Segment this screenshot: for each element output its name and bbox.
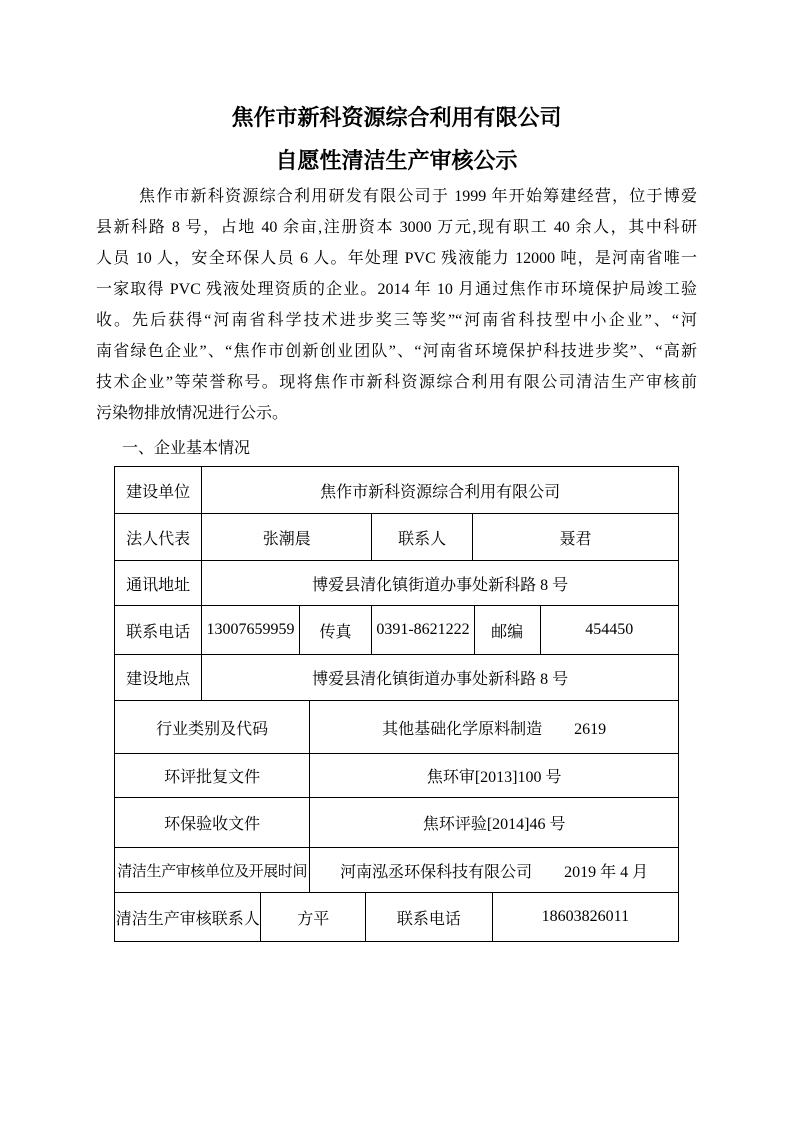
table-row — [115, 467, 678, 513]
paragraph-line: 焦作市新科资源综合利用研发有限公司于 1999 年开始筹建经营，位于博爱 — [139, 188, 697, 205]
table-cell-value: 焦环审[2013]100 号 — [426, 769, 562, 786]
table-cell-value: 博爱县清化镇街道办事处新科路 8 号 — [312, 576, 569, 594]
company-info-table — [114, 466, 679, 942]
table-cell-value: 454450 — [585, 621, 634, 638]
table-cell-value: 13007659959 — [202, 606, 299, 654]
table-row — [115, 654, 678, 700]
table-cell-value: 其他基础化学原料制造 2619 — [382, 720, 607, 738]
table-cell-label: 联系人 — [372, 514, 473, 560]
table-cell-value: 焦环评验[2014]46 号 — [422, 816, 566, 833]
table-cell-label: 清洁生产审核单位及开展时间 — [115, 848, 310, 892]
table-row — [115, 753, 678, 797]
table-cell-value: 18603826011 — [541, 908, 630, 925]
paragraph-line: 收。先后获得“河南省科学技术进步奖三等奖”“河南省科技型中小企业”、“河 — [96, 312, 697, 329]
table-cell-label: 清洁生产审核联系人 — [115, 893, 261, 941]
intro-paragraph — [96, 181, 697, 429]
doc-subtitle: 自愿性清洁生产审核公示 — [275, 148, 518, 173]
table-cell-value: 张潮晨 — [202, 514, 372, 560]
table-row — [115, 560, 678, 605]
table-cell-value: 聂君 — [559, 530, 592, 548]
table-cell-label: 联系电话 — [366, 893, 493, 941]
table-cell-value: 河南泓丞环保科技有限公司 2019 年 4 月 — [340, 863, 649, 881]
table-row — [115, 605, 678, 654]
table-cell-label: 传真 — [300, 606, 373, 654]
table-cell-label: 环保验收文件 — [115, 798, 310, 847]
table-cell-label: 法人代表 — [115, 514, 202, 560]
table-cell-value: 方平 — [261, 893, 366, 941]
table-cell-value: 博爱县清化镇街道办事处新科路 8 号 — [312, 671, 569, 688]
table-cell-label: 联系电话 — [115, 606, 202, 654]
table-cell-label: 环评批复文件 — [115, 754, 310, 797]
section-heading: 一、企业基本情况 — [122, 440, 251, 457]
table-row — [115, 700, 678, 753]
table-cell-value: 焦作市新科资源综合利用有限公司 — [320, 483, 561, 501]
table-cell-label: 通讯地址 — [115, 561, 202, 605]
table-row — [115, 797, 678, 847]
table-row — [115, 892, 678, 941]
paragraph-line: 人员 10 人，安全环保人员 6 人。年处理 PVC 残液能力 12000 吨，是河南省唯一 — [96, 250, 697, 267]
paragraph-line: 污染物排放情况进行公示。 — [96, 405, 289, 422]
doc-title: 焦作市新科资源综合利用有限公司 — [231, 105, 562, 130]
table-cell-value: 0391-8621222 — [372, 606, 474, 654]
table-cell-label: 建设地点 — [115, 655, 202, 700]
table-cell-label: 邮编 — [475, 606, 541, 654]
paragraph-line: 技术企业”等荣誉称号。现将焦作市新科资源综合利用有限公司清洁生产审核前 — [96, 374, 697, 391]
paragraph-line: 一家取得 PVC 残液处理资质的企业。2014 年 10 月通过焦作市环境保护局竣工验 — [96, 281, 697, 298]
table-cell-label: 建设单位 — [115, 467, 202, 513]
table-row — [115, 847, 678, 892]
table-cell-label: 行业类别及代码 — [115, 701, 310, 753]
paragraph-line: 县新科路 8 号，占地 40 余亩,注册资本 3000 万元,现有职工 40 余人，其中科研 — [96, 219, 697, 236]
paragraph-line: 南省绿色企业”、“焦作市创新创业团队”、“河南省环境保护科技进步奖”、“高新 — [96, 343, 697, 360]
table-row — [115, 513, 678, 560]
